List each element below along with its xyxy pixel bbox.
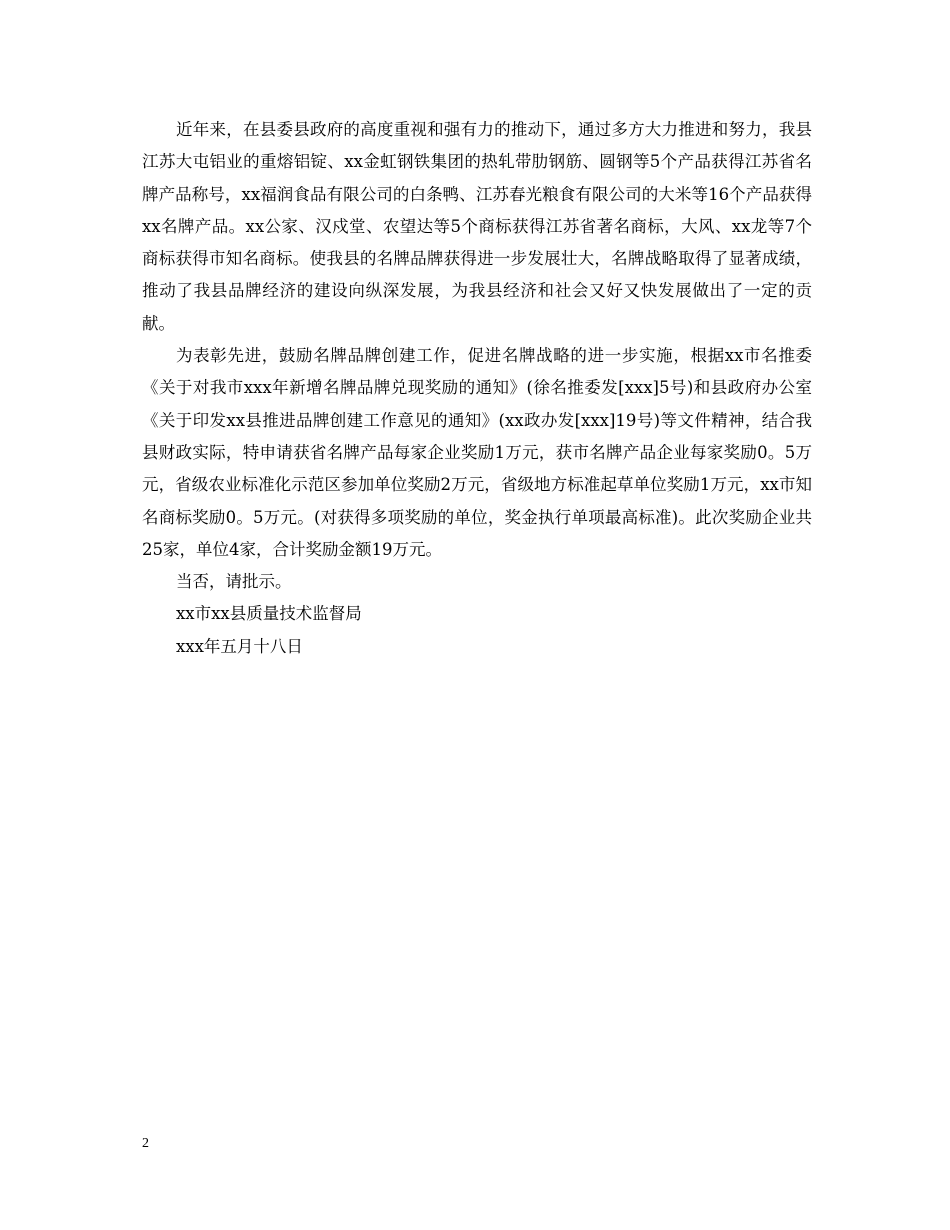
- document-date: xxx年五月十八日: [176, 636, 303, 656]
- closing-request: 当否，请批示。: [176, 572, 292, 592]
- signature-organization: xx市xx县质量技术监督局: [176, 604, 362, 624]
- paragraph-achievements: 近年来，在县委县政府的高度重视和强有力的推动下，通过多方大力推进和努力，我县江苏大屯铝业的重熔铝锭、xx金虹钢铁集团的热轧带肋钢筋、圆钢等5个产品获得江苏省名牌产品称号，xx福润食品有限公司的白条鸭、江苏春光粮食有限公司的大米等16个产品获得xx名牌产品。xx公家、汉戍堂、农望达等5个商标获得江苏省著名商标，大风、xx龙等7个商标获得市知名商标。使我县的名牌品牌获得进一步发展壮大，名牌战略取得了显著成绩，推动了我县品牌经济的建设向纵深发展，为我县经济和社会又好又快发展做出了一定的贡献。: [142, 120, 812, 333]
- page-number: 2: [142, 1136, 149, 1151]
- paragraph-reward-request: 为表彰先进，鼓励名牌品牌创建工作，促进名牌战略的进一步实施，根据xx市名推委《关于对我市xxx年新增名牌品牌兑现奖励的通知》(徐名推委发[xxx]5号)和县政府办公室《关于印发xx县推进品牌创建工作意见的通知》(xx政办发[xxx]19号)等文件精神，结合我县财政实际，特申请获省名牌产品每家企业奖励1万元，获市名牌产品企业每家奖励0。5万元，省级农业标准化示范区参加单位奖励2万元，省级地方标准起草单位奖励1万元，xx市知名商标奖励0。5万元。(对获得多项奖励的单位，奖金执行单项最高标准)。此次奖励企业共25家，单位4家，合计奖励金额19万元。: [142, 346, 812, 559]
- document-body: [142, 114, 812, 663]
